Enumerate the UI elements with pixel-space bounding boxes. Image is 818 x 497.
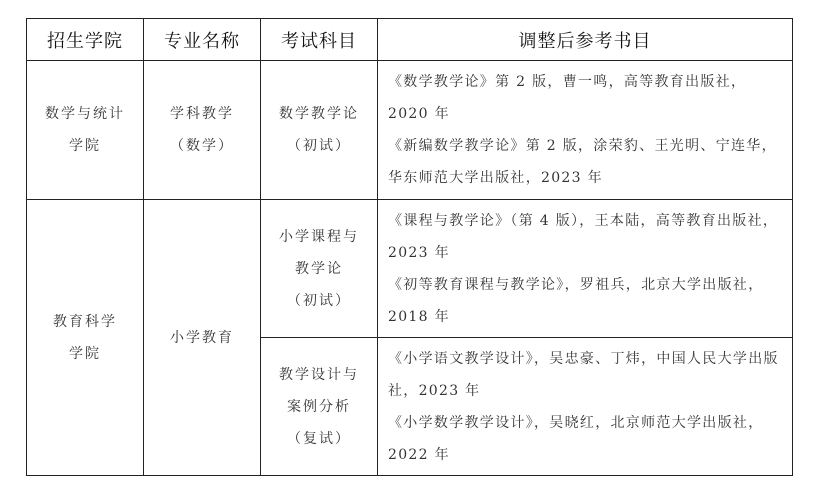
books-cell <box>378 61 793 200</box>
book-entry: 《课程与教学论》（第 4 版），王本陆，高等教育出版社，2023 年 <box>388 212 779 261</box>
subject-name-line: 案例分析 <box>287 398 351 415</box>
header-major: 专业名称 <box>144 19 261 61</box>
college-name-line: 学院 <box>69 345 101 362</box>
table-header-row <box>27 19 793 61</box>
subject-cell <box>261 338 378 476</box>
book-entry: 《小学数学教学设计》，吴晓红，北京师范大学出版社，2022 年 <box>388 414 764 463</box>
major-name-line: 小学教育 <box>170 329 234 346</box>
reference-book-table <box>26 18 793 476</box>
book-entry: 《新编数学教学论》第 2 版，涂荣豹、王光明、宁连华，华东师范大学出版社，2023 年 <box>388 138 777 186</box>
books-cell <box>378 338 793 476</box>
major-cell <box>144 61 261 200</box>
college-name-line: 学院 <box>69 138 101 154</box>
subject-name-line: 小学课程与 <box>279 228 359 245</box>
subject-name-line: 数学教学论 <box>279 106 359 122</box>
college-cell <box>27 61 144 200</box>
table-row <box>27 200 793 338</box>
table-row <box>27 61 793 200</box>
subject-name-line: （初试） <box>287 292 351 309</box>
college-name-line: 数学与统计 <box>45 106 125 122</box>
header-college: 招生学院 <box>27 19 144 61</box>
major-name-line: （数学） <box>170 138 234 154</box>
books-cell <box>378 200 793 338</box>
book-entry: 《初等教育课程与教学论》，罗祖兵，北京大学出版社，2018 年 <box>388 276 764 325</box>
book-entry: 《数学教学论》第 2 版，曹一鸣，高等教育出版社，2020 年 <box>388 74 747 122</box>
subject-name-line: 教学论 <box>295 260 343 277</box>
college-name-line: 教育科学 <box>53 313 117 330</box>
reference-book-table-wrapper <box>26 18 792 476</box>
book-entry: 《小学语文教学设计》，吴忠豪、丁炜，中国人民大学出版社，2023 年 <box>388 350 779 399</box>
subject-name-line: （初试） <box>287 138 351 154</box>
subject-cell <box>261 200 378 338</box>
subject-cell <box>261 61 378 200</box>
major-cell <box>144 200 261 476</box>
subject-name-line: 教学设计与 <box>279 366 359 383</box>
major-name-line: 学科教学 <box>170 106 234 122</box>
header-books: 调整后参考书目 <box>378 19 793 61</box>
subject-name-line: （复试） <box>287 430 351 447</box>
college-cell <box>27 200 144 476</box>
header-subject: 考试科目 <box>261 19 378 61</box>
